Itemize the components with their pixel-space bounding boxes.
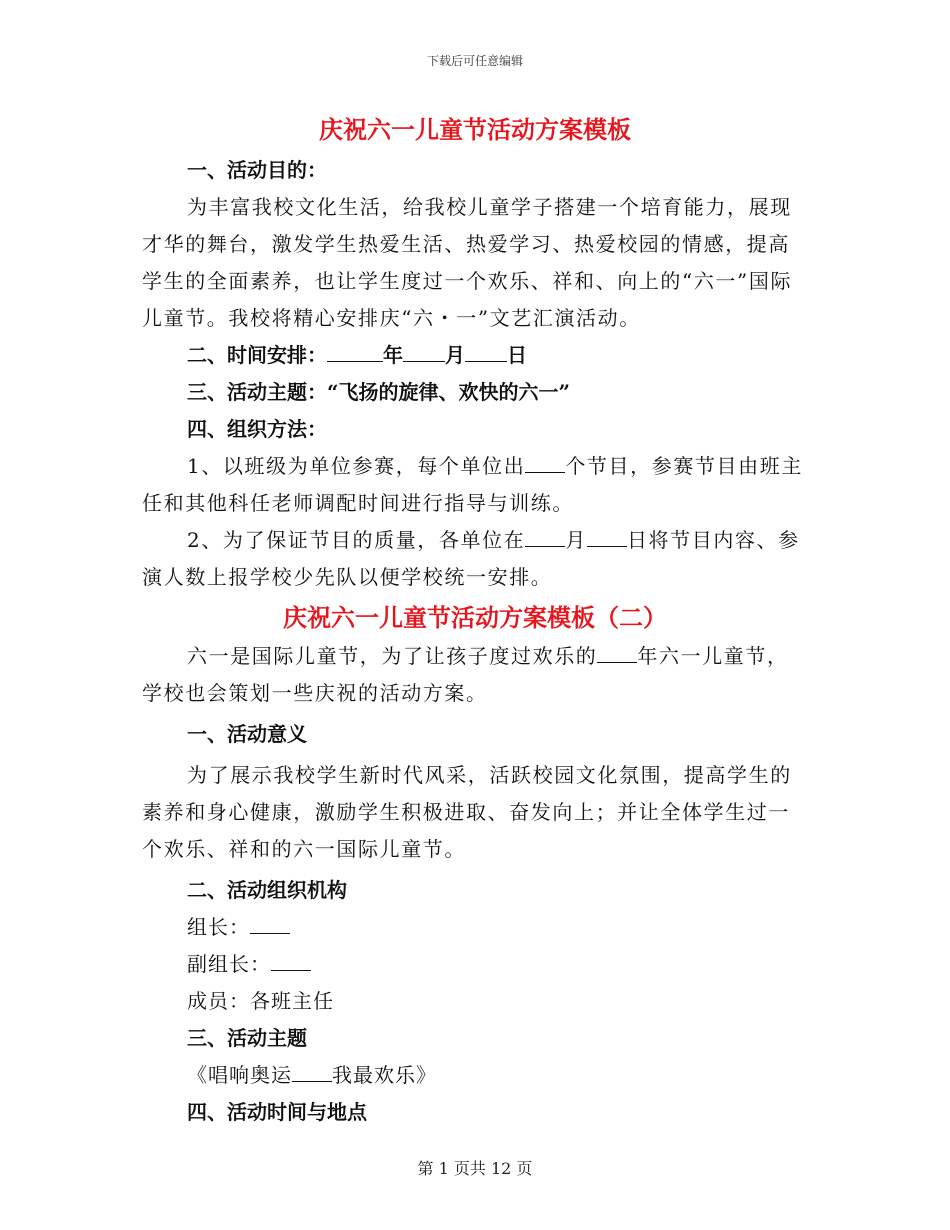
list-item-1 <box>142 448 808 522</box>
page-footer-number: 第 1 页共 12 页 <box>417 1159 533 1178</box>
blank-report-month <box>525 528 565 547</box>
list-item-2-text-b: 月 <box>565 528 587 552</box>
committee-leader <box>142 909 808 946</box>
blank-program-count <box>525 454 565 473</box>
section-heading-significance: 一、活动意义 <box>187 722 307 746</box>
list-item-1-text-a: 1、以班级为单位参赛，每个单位出 <box>187 454 526 478</box>
schedule-year: 年 <box>383 343 403 367</box>
section-heading-theme: 三、活动主题：“飞扬的旋律、欢快的六一” <box>187 380 571 404</box>
committee-members: 成员：各班主任 <box>187 989 334 1013</box>
section-heading-organization: 四、组织方法： <box>187 417 327 441</box>
committee-vice-leader <box>142 946 808 983</box>
blank-day <box>465 339 507 362</box>
paragraph-purpose: 为丰富我校文化生活，给我校儿童学子搭建一个培育能力，展现才华的舞台，激发学生热爱生活、热爱学习、热爱校园的情感，提高学生的全面素养，也让学生度过一个欢乐、祥和、向上的“六一”国际儿童节。我校将精心安排庆“六・一”文艺汇演活动。 <box>142 195 793 330</box>
blank-vice-leader <box>271 952 311 971</box>
schedule-day: 日 <box>507 343 527 367</box>
blank-theme <box>292 1063 332 1082</box>
schedule-label: 二、时间安排： <box>187 343 327 367</box>
blank-intro-year <box>597 644 637 663</box>
paragraph-significance: 为了展示我校学生新时代风采，活跃校园文化氛围，提高学生的素养和身心健康，激励学生积极进取、奋发向上；并让全体学生过一个欢乐、祥和的六一国际儿童节。 <box>142 763 792 861</box>
blank-leader <box>250 915 290 934</box>
section-heading-committee: 二、活动组织机构 <box>187 878 347 902</box>
section-heading-theme-two: 三、活动主题 <box>187 1026 307 1050</box>
paragraph-intro <box>142 638 808 712</box>
blank-year <box>327 339 383 362</box>
section-heading-purpose: 一、活动目的： <box>187 158 327 182</box>
intro-text-a: 六一是国际儿童节，为了让孩子度过欢乐的 <box>187 644 598 668</box>
activity-theme <box>142 1057 808 1094</box>
blank-month <box>403 339 445 362</box>
document-title: 庆祝六一儿童节活动方案模板 <box>319 115 631 144</box>
document-title-two: 庆祝六一儿童节活动方案模板（二） <box>283 603 667 632</box>
blank-report-day <box>587 528 627 547</box>
section-heading-schedule <box>142 337 808 374</box>
list-item-2-text-a: 2、为了保证节目的质量，各单位在 <box>187 528 526 552</box>
section-heading-time-place: 四、活动时间与地点 <box>187 1100 367 1124</box>
list-item-2-text-c: 日将节目内容、参演人数上报学校少先队以便学校统一安排。 <box>142 528 800 589</box>
theme-text-b: 我最欢乐》 <box>332 1063 437 1087</box>
intro-text-b: 年六一儿童节，学校也会策划一些庆祝的活动方案。 <box>142 644 789 705</box>
schedule-month: 月 <box>445 343 465 367</box>
document-body <box>142 108 808 1131</box>
list-item-1-text-b: 个节目，参赛节目由班主任和其他科任老师调配时间进行指导与训练。 <box>142 454 803 515</box>
list-item-2 <box>142 522 808 596</box>
vice-leader-label: 副组长： <box>187 952 271 976</box>
leader-label: 组长： <box>187 915 250 939</box>
page-header-note: 下载后可任意编辑 <box>426 54 523 68</box>
theme-text-a: 《唱响奥运 <box>187 1063 292 1087</box>
